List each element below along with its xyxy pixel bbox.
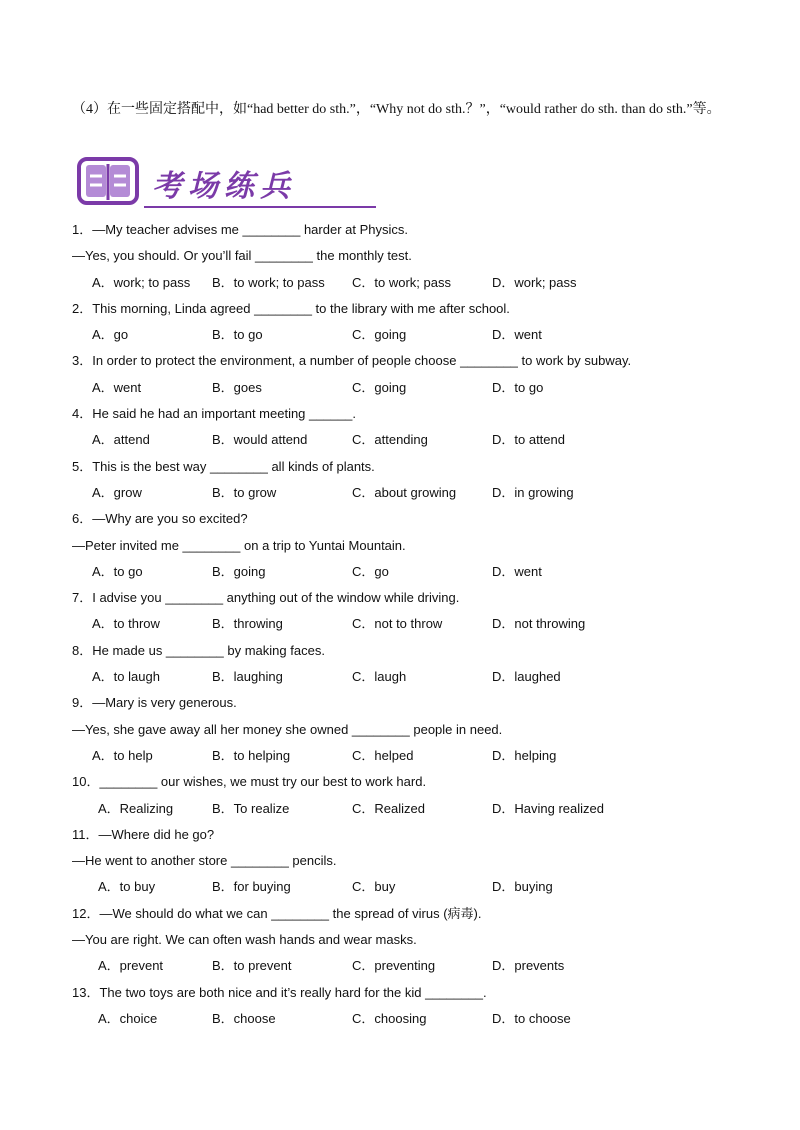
question-13 [72, 980, 752, 1033]
answer-options [72, 1006, 752, 1032]
question-1 [72, 217, 752, 296]
option-a[interactable]: A．go [92, 327, 129, 343]
option-b[interactable]: B．going [212, 563, 266, 579]
question-10 [72, 769, 752, 822]
question-dialogue-line: —Yes, you should. Or you’ll fail ________ the monthly test. [72, 248, 412, 264]
question-dialogue-line: —Yes, she gave away all her money she owned ________ people in need. [72, 721, 503, 737]
option-a[interactable]: A．attend [92, 432, 150, 448]
option-c[interactable]: C．buy [352, 879, 396, 895]
answer-options [72, 270, 752, 296]
intro-paragraph: （4）在一些固定搭配中，如“had better do sth.”，“Why not do sth.？”，“would rather do sth. than do sth.”等。 [72, 102, 721, 117]
option-a[interactable]: A．to throw [92, 616, 160, 632]
option-b[interactable]: B．to go [212, 327, 263, 343]
question-stem: 6．—Why are you so excited? [72, 511, 248, 527]
option-c[interactable]: C．going [352, 327, 407, 343]
option-c[interactable]: C．laugh [352, 669, 407, 685]
answer-options [72, 480, 752, 506]
question-9 [72, 690, 752, 769]
option-b[interactable]: B．to prevent [212, 958, 292, 974]
option-a[interactable]: A．work; to pass [92, 274, 191, 290]
book-icon [76, 156, 140, 208]
question-stem: 13．The two toys are both nice and it’s really hard for the kid ________. [72, 984, 487, 1000]
question-stem: 3．In order to protect the environment, a number of people choose ________ to work by subway. [72, 353, 632, 369]
question-stem: 9．—Mary is very generous. [72, 695, 237, 711]
option-d[interactable]: D．in growing [492, 484, 574, 500]
option-d[interactable]: D．prevents [492, 958, 565, 974]
option-b[interactable]: B．goes [212, 379, 262, 395]
option-b[interactable]: B．To realize [212, 800, 290, 816]
question-3 [72, 348, 752, 401]
option-b[interactable]: B．to work; to pass [212, 274, 325, 290]
question-list [72, 217, 752, 1032]
question-dialogue-line: —He went to another store ________ pencils. [72, 853, 337, 869]
option-a[interactable]: A．went [92, 379, 142, 395]
option-c[interactable]: C．choosing [352, 1010, 427, 1026]
question-stem: 2．This morning, Linda agreed ________ to the library with me after school. [72, 300, 510, 316]
option-b[interactable]: B．laughing [212, 669, 283, 685]
option-d[interactable]: D．to attend [492, 432, 565, 448]
practice-banner [74, 152, 306, 212]
option-c[interactable]: C．not to throw [352, 616, 443, 632]
option-c[interactable]: C．go [352, 563, 389, 579]
option-c[interactable]: C．preventing [352, 958, 436, 974]
option-b[interactable]: B．choose [212, 1010, 276, 1026]
question-stem: 10．________ our wishes, we must try our best to work hard. [72, 774, 427, 790]
option-a[interactable]: A．Realizing [98, 800, 174, 816]
option-b[interactable]: B．to helping [212, 747, 291, 763]
banner-underline [144, 206, 376, 208]
option-a[interactable]: A．grow [92, 484, 142, 500]
option-c[interactable]: C．going [352, 379, 407, 395]
answer-options [72, 796, 752, 822]
option-c[interactable]: C．Realized [352, 800, 425, 816]
answer-options [72, 559, 752, 585]
question-stem: 7．I advise you ________ anything out of the window while driving. [72, 590, 460, 606]
option-b[interactable]: B．throwing [212, 616, 283, 632]
question-11 [72, 822, 752, 901]
option-d[interactable]: D．Having realized [492, 800, 604, 816]
question-stem: 1．—My teacher advises me ________ harder at Physics. [72, 222, 409, 237]
option-c[interactable]: C．to work; pass [352, 274, 451, 290]
question-stem: 12．—We should do what we can ________ the spread of virus (病毒). [72, 905, 482, 921]
question-4 [72, 401, 752, 454]
answer-options [72, 611, 752, 637]
option-b[interactable]: B．to grow [212, 484, 277, 500]
option-d[interactable]: D．helping [492, 747, 557, 763]
question-stem: 11．—Where did he go? [72, 826, 215, 842]
question-dialogue-line: —Peter invited me ________ on a trip to Yuntai Mountain. [72, 537, 406, 553]
option-a[interactable]: A．choice [98, 1010, 158, 1026]
option-d[interactable]: D．went [492, 563, 542, 579]
answer-options [72, 664, 752, 690]
question-stem: 4．He said he had an important meeting ______. [72, 406, 357, 422]
option-d[interactable]: D．not throwing [492, 616, 586, 632]
option-b[interactable]: B．would attend [212, 432, 308, 448]
answer-options [72, 743, 752, 769]
answer-options [72, 953, 752, 979]
option-a[interactable]: A．prevent [98, 958, 164, 974]
question-7 [72, 585, 752, 638]
option-a[interactable]: A．to go [92, 563, 143, 579]
option-d[interactable]: D．went [492, 327, 542, 343]
question-2 [72, 296, 752, 349]
option-a[interactable]: A．to buy [98, 879, 156, 895]
option-c[interactable]: C．helped [352, 747, 414, 763]
question-8 [72, 638, 752, 691]
option-d[interactable]: D．work; pass [492, 274, 577, 290]
question-5 [72, 454, 752, 507]
answer-options [72, 874, 752, 900]
question-dialogue-line: —You are right. We can often wash hands and wear masks. [72, 932, 417, 948]
option-c[interactable]: C．about growing [352, 484, 457, 500]
option-d[interactable]: D．to choose [492, 1010, 571, 1026]
question-12 [72, 901, 752, 980]
answer-options [72, 427, 752, 453]
answer-options [72, 322, 752, 348]
option-d[interactable]: D．laughed [492, 669, 561, 685]
option-b[interactable]: B．for buying [212, 879, 291, 895]
option-a[interactable]: A．to help [92, 747, 153, 763]
option-c[interactable]: C．attending [352, 432, 428, 448]
option-d[interactable]: D．to go [492, 379, 544, 395]
option-a[interactable]: A．to laugh [92, 669, 160, 685]
banner-title: 考场练兵 [152, 169, 296, 204]
question-stem: 5．This is the best way ________ all kinds of plants. [72, 458, 375, 474]
question-stem: 8．He made us ________ by making faces. [72, 642, 325, 658]
option-d[interactable]: D．buying [492, 879, 553, 895]
question-6 [72, 506, 752, 585]
answer-options [72, 375, 752, 401]
